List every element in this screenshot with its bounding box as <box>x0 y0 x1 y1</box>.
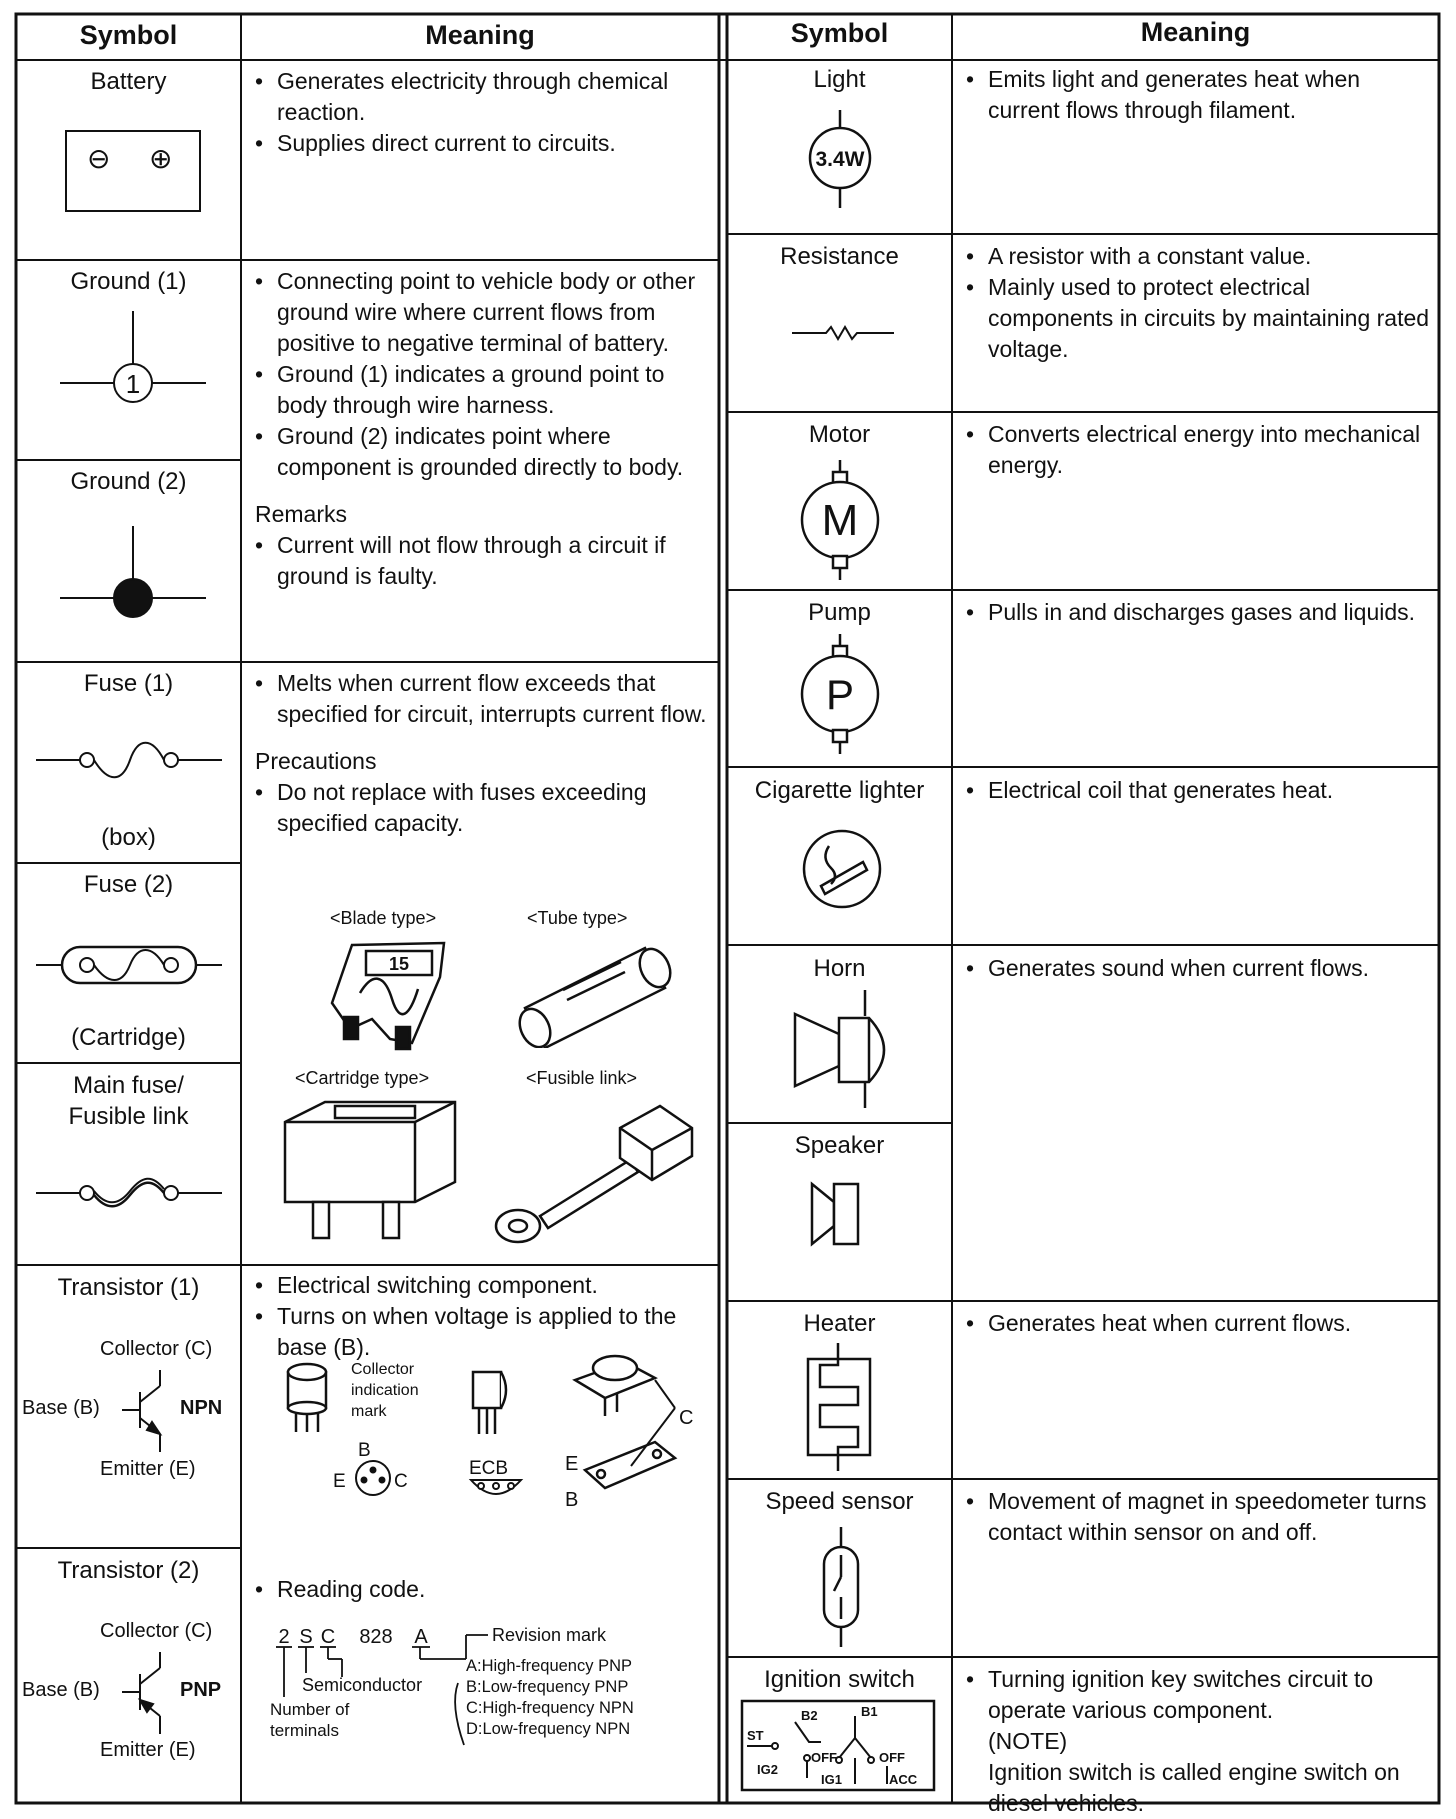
blade-fuse-illustration <box>320 935 460 1055</box>
fuse-meaning <box>255 668 710 839</box>
transistor1-label: Transistor (1) <box>57 1274 200 1301</box>
b2-terminal: B2 <box>801 1708 818 1723</box>
bullet-text: • Converts electrical energy into mechanical energy. <box>966 419 1431 481</box>
number-of-terminals-label-1: Number of <box>270 1700 350 1719</box>
bullet-text: • Ground (1) indicates a ground point to body through wire harness. <box>255 359 710 421</box>
off-label: OFF <box>879 1750 905 1765</box>
bullet-text: • Connecting point to vehicle body or other ground wire where current flows from positive to negative terminal of battery. <box>255 266 710 359</box>
collector-label: Collector (C) <box>100 1338 213 1360</box>
ig2-terminal: IG2 <box>757 1762 778 1777</box>
light-label: Light <box>813 66 866 93</box>
code-meaning-c: C:High-frequency NPN <box>466 1699 634 1717</box>
bullet-text: • Electrical switching component. <box>255 1270 710 1301</box>
resistance-meaning <box>966 241 1431 365</box>
code-letter-s: S <box>299 1626 313 1648</box>
remarks-title: Remarks <box>255 501 348 527</box>
bullet-text: • Generates sound when current flows. <box>966 953 1431 984</box>
pin-b-label: B <box>565 1489 579 1510</box>
revision-mark-label: Revision mark <box>492 1625 607 1645</box>
bullet-text: • Turning ignition key switches circuit to operate various component. <box>966 1664 1431 1726</box>
code-digit: 2 <box>278 1626 290 1648</box>
pin-b-label: B <box>358 1440 371 1461</box>
pump-symbol <box>795 634 885 754</box>
ig1-terminal: IG1 <box>821 1772 842 1787</box>
heater-symbol <box>800 1343 880 1473</box>
bullet-text: • Mainly used to protect electrical components in circuits by maintaining rated voltage. <box>966 272 1431 365</box>
horn-label: Horn <box>813 955 866 982</box>
pnp-label: PNP <box>180 1679 222 1701</box>
semiconductor-label: Semiconductor <box>302 1675 423 1695</box>
ground2-symbol <box>50 520 210 640</box>
b1-terminal: B1 <box>861 1704 878 1719</box>
speaker-label: Speaker <box>794 1132 885 1159</box>
header-symbol-right: Symbol <box>790 18 889 48</box>
light-meaning <box>966 64 1431 126</box>
emitter-label: Emitter (E) <box>100 1739 196 1761</box>
blade-type-caption: <Blade type> <box>330 908 437 928</box>
bullet-text: • Current will not flow through a circuit if ground is faulty. <box>255 530 710 592</box>
bullet-text: • A resistor with a constant value. <box>966 241 1431 272</box>
bullet-text: • Turns on when voltage is applied to the base (B). <box>255 1301 710 1363</box>
cartridge-fuse-illustration <box>275 1092 465 1242</box>
off-label: OFF <box>811 1750 837 1765</box>
bullet-text: • Generates electricity through chemical reaction. <box>255 66 710 128</box>
speaker-icon <box>808 1178 878 1248</box>
minus-icon: ⊖ <box>87 143 111 174</box>
base-label: Base (B) <box>22 1679 100 1701</box>
pins-ecb-label: ECB <box>469 1458 509 1479</box>
st-terminal: ST <box>747 1728 764 1743</box>
horn-meaning <box>966 953 1431 984</box>
pin-layout-flat <box>465 1450 535 1510</box>
speed-sensor-meaning <box>966 1486 1431 1548</box>
reading-code-diagram <box>270 1625 690 1775</box>
mainfuse-symbol <box>30 1168 230 1218</box>
bullet-text: • Generates heat when current flows. <box>966 1308 1431 1339</box>
can-transistor-illustration <box>280 1358 340 1438</box>
bullet-text: • Pulls in and discharges gases and liquids. <box>966 597 1431 628</box>
emitter-label: Emitter (E) <box>100 1458 196 1480</box>
npn-transistor-symbol <box>118 1366 178 1456</box>
tube-type-caption: <Tube type> <box>527 908 628 928</box>
mainfuse-label-line1: Main fuse/ <box>73 1072 184 1099</box>
bullet-text: • Supplies direct current to circuits. <box>255 128 710 159</box>
pump-letter: P <box>825 671 855 718</box>
plastic-transistor-illustration <box>465 1362 515 1442</box>
bullet-text: • Do not replace with fuses exceeding specified capacity. <box>255 777 710 839</box>
acc-terminal: ACC <box>889 1772 918 1787</box>
blade-rating: 15 <box>388 954 410 974</box>
resistor-symbol <box>788 318 898 348</box>
mainfuse-label <box>16 1070 241 1132</box>
ground-number: 1 <box>125 369 141 399</box>
bullet-text: • Emits light and generates heat when current flows through filament. <box>966 64 1431 126</box>
pump-meaning <box>966 597 1431 628</box>
tube-fuse-illustration <box>505 938 685 1048</box>
ignition-label: Ignition switch <box>764 1666 915 1693</box>
plus-icon: ⊕ <box>149 143 173 174</box>
cartridge-type-caption: <Cartridge type> <box>295 1068 430 1088</box>
light-bulb-symbol <box>800 108 880 210</box>
ground2-label: Ground (2) <box>70 468 187 495</box>
code-meaning-d: D:Low-frequency NPN <box>466 1720 631 1738</box>
base-label: Base (B) <box>22 1397 100 1419</box>
ground1-label: Ground (1) <box>70 268 187 295</box>
pin-layout-round <box>328 1438 418 1508</box>
number-of-terminals-label-2: terminals <box>270 1721 339 1740</box>
fusible-link-caption: <Fusible link> <box>526 1068 638 1088</box>
mainfuse-label-line2: Fusible link <box>68 1103 189 1130</box>
fusible-link-illustration <box>480 1098 700 1248</box>
precautions-title: Precautions <box>255 748 377 774</box>
code-number: 828 <box>359 1626 393 1648</box>
npn-label: NPN <box>180 1397 223 1419</box>
pnp-transistor-symbol <box>118 1648 178 1738</box>
speed-sensor-symbol <box>816 1527 866 1647</box>
horn-symbol <box>785 990 905 1110</box>
bullet-text: • Reading code. <box>255 1574 710 1605</box>
code-meaning-a: A:High-frequency PNP <box>466 1657 632 1675</box>
header-meaning-right: Meaning <box>1140 17 1251 47</box>
pin-e-label: E <box>565 1453 579 1475</box>
light-rating: 3.4W <box>815 148 865 171</box>
code-meaning-b: B:Low-frequency PNP <box>466 1678 629 1696</box>
ground-meaning <box>255 266 710 592</box>
pin-c-label: C <box>394 1471 408 1492</box>
collector-mark-caption-1: Collector <box>351 1361 415 1378</box>
speed-sensor-label: Speed sensor <box>765 1488 914 1515</box>
pump-label: Pump <box>808 599 871 626</box>
ignition-switch-diagram <box>739 1698 939 1794</box>
ground1-symbol <box>50 305 210 425</box>
fuse2-symbol <box>30 935 230 995</box>
battery-label: Battery <box>90 68 167 95</box>
battery-meaning <box>255 66 710 159</box>
heater-meaning <box>966 1308 1431 1339</box>
transistor2-label: Transistor (2) <box>57 1557 200 1584</box>
heater-label: Heater <box>803 1310 876 1337</box>
resistance-label: Resistance <box>780 243 899 270</box>
motor-meaning <box>966 419 1431 481</box>
code-letter-c: C <box>320 1626 336 1648</box>
collector-mark-caption-2: indication <box>351 1382 419 1399</box>
note-title: (NOTE) <box>988 1728 1068 1754</box>
bullet-text: • Movement of magnet in speedometer turns contact within sensor on and off. <box>966 1486 1431 1548</box>
fuse2-label: Fuse (2) <box>83 871 174 898</box>
reading-code-section <box>255 1574 710 1605</box>
header-symbol-left: Symbol <box>79 20 178 50</box>
code-letter-a: A <box>414 1626 428 1648</box>
motor-label: Motor <box>808 421 871 448</box>
header-meaning-left: Meaning <box>425 20 535 50</box>
bullet-text: • Ground (2) indicates point where component is grounded directly to body. <box>255 421 710 483</box>
battery-symbol <box>65 130 201 212</box>
collector-mark-caption-3: mark <box>351 1403 387 1420</box>
power-transistor-illustration <box>565 1350 715 1510</box>
bullet-text: • Electrical coil that generates heat. <box>966 775 1431 806</box>
fuse2-note: (Cartridge) <box>71 1024 186 1051</box>
lighter-meaning <box>966 775 1431 806</box>
motor-letter: M <box>821 496 859 545</box>
pin-e-label: E <box>333 1471 346 1492</box>
motor-symbol <box>795 460 885 580</box>
bullet-text: • Melts when current flow exceeds that specified for circuit, interrupts current flow. <box>255 668 710 730</box>
ignition-meaning <box>966 1664 1431 1819</box>
lighter-label: Cigarette lighter <box>754 777 925 804</box>
note-text: Ignition switch is called engine switch on diesel vehicles. <box>988 1759 1400 1816</box>
pin-c-label: C <box>679 1407 694 1429</box>
fuse1-label: Fuse (1) <box>83 670 174 697</box>
collector-label: Collector (C) <box>100 1620 213 1642</box>
fuse1-symbol <box>30 735 230 785</box>
fuse1-note: (box) <box>101 824 156 851</box>
cigarette-lighter-icon <box>797 824 887 914</box>
